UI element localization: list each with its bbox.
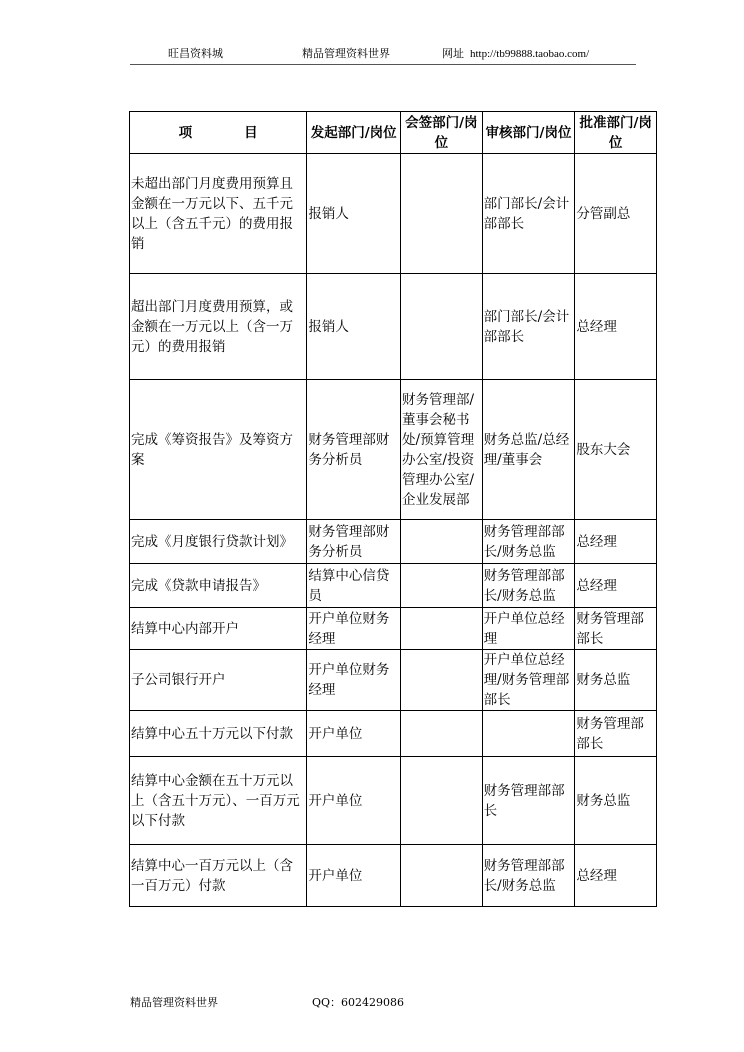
cell-review [482, 711, 575, 757]
cell-review: 开户单位总经理/财务管理部部长 [482, 650, 575, 711]
header-countersign: 会签部门/岗位 [401, 112, 483, 154]
cell-initiate: 财务管理部财务分析员 [307, 520, 401, 564]
table-row [130, 274, 657, 380]
cell-approve: 股东大会 [575, 380, 657, 520]
cell-initiate: 财务管理部财务分析员 [307, 380, 401, 520]
table-row [130, 650, 657, 711]
cell-initiate: 开户单位 [307, 845, 401, 907]
header-review: 审核部门/岗位 [482, 112, 575, 154]
header-project-right: 目 [244, 124, 258, 141]
cell-countersign [401, 650, 483, 711]
table-row [130, 845, 657, 907]
cell-countersign [401, 845, 483, 907]
table-row [130, 757, 657, 845]
cell-review: 财务总监/总经理/董事会 [482, 380, 575, 520]
cell-project: 完成《筹资报告》及筹资方案 [130, 380, 307, 520]
cell-review: 财务管理部部长/财务总监 [482, 845, 575, 907]
cell-countersign [401, 154, 483, 274]
cell-project: 结算中心金额在五十万元以上（含五十万元）、一百万元以下付款 [130, 757, 307, 845]
cell-initiate: 报销人 [307, 154, 401, 274]
header-tagline: 精品管理资料世界 [302, 47, 390, 60]
cell-countersign [401, 711, 483, 757]
cell-initiate: 开户单位 [307, 757, 401, 845]
cell-approve: 总经理 [575, 274, 657, 380]
cell-approve: 财务总监 [575, 650, 657, 711]
footer-tagline: 精品管理资料世界 [130, 996, 218, 1009]
header-project-left: 项 [178, 124, 193, 141]
cell-project: 结算中心一百万元以上（含一百万元）付款 [130, 845, 307, 907]
cell-countersign [401, 564, 483, 608]
header-shop-name: 旺昌资料城 [168, 47, 223, 60]
cell-countersign [401, 520, 483, 564]
cell-review: 财务管理部部长 [482, 757, 575, 845]
header-project [130, 112, 307, 154]
footer-qq: QQ：602429086 [312, 996, 405, 1009]
cell-countersign [401, 274, 483, 380]
header-initiate: 发起部门/岗位 [307, 112, 401, 154]
cell-approve: 总经理 [575, 564, 657, 608]
cell-approve: 分管副总 [575, 154, 657, 274]
cell-countersign [401, 757, 483, 845]
cell-review: 财务管理部部长/财务总监 [482, 564, 575, 608]
table-row [130, 154, 657, 274]
cell-approve: 总经理 [575, 845, 657, 907]
approval-table [129, 111, 657, 907]
table-row [130, 380, 657, 520]
cell-initiate: 开户单位 [307, 711, 401, 757]
header-url-link[interactable]: http://tb99888.taobao.com/ [470, 48, 590, 60]
cell-project: 未超出部门月度费用预算且金额在一万元以下、五千元以上（含五千元）的费用报销 [130, 154, 307, 274]
cell-review: 开户单位总经理 [482, 608, 575, 650]
cell-project: 完成《贷款申请报告》 [130, 564, 307, 608]
cell-approve: 财务管理部部长 [575, 608, 657, 650]
cell-project: 超出部门月度费用预算，或金额在一万元以上（含一万元）的费用报销 [130, 274, 307, 380]
cell-initiate: 报销人 [307, 274, 401, 380]
page-header [130, 44, 636, 65]
cell-project: 结算中心五十万元以下付款 [130, 711, 307, 757]
cell-initiate: 结算中心信贷员 [307, 564, 401, 608]
cell-initiate: 开户单位财务经理 [307, 650, 401, 711]
header-site-label: 网址 [442, 47, 464, 60]
table-row [130, 608, 657, 650]
cell-review: 部门部长/会计部部长 [482, 274, 575, 380]
table-row [130, 520, 657, 564]
table-header-row [130, 112, 657, 154]
header-approve: 批准部门/岗位 [575, 112, 657, 154]
cell-approve: 财务管理部部长 [575, 711, 657, 757]
cell-project: 结算中心内部开户 [130, 608, 307, 650]
cell-initiate: 开户单位财务经理 [307, 608, 401, 650]
cell-review: 财务管理部部长/财务总监 [482, 520, 575, 564]
cell-project: 子公司银行开户 [130, 650, 307, 711]
cell-countersign [401, 608, 483, 650]
cell-countersign: 财务管理部/董事会秘书处/预算管理办公室/投资管理办公室/企业发展部 [401, 380, 483, 520]
cell-project: 完成《月度银行贷款计划》 [130, 520, 307, 564]
cell-review: 部门部长/会计部部长 [482, 154, 575, 274]
cell-approve: 总经理 [575, 520, 657, 564]
table-row [130, 711, 657, 757]
table-row [130, 564, 657, 608]
cell-approve: 财务总监 [575, 757, 657, 845]
